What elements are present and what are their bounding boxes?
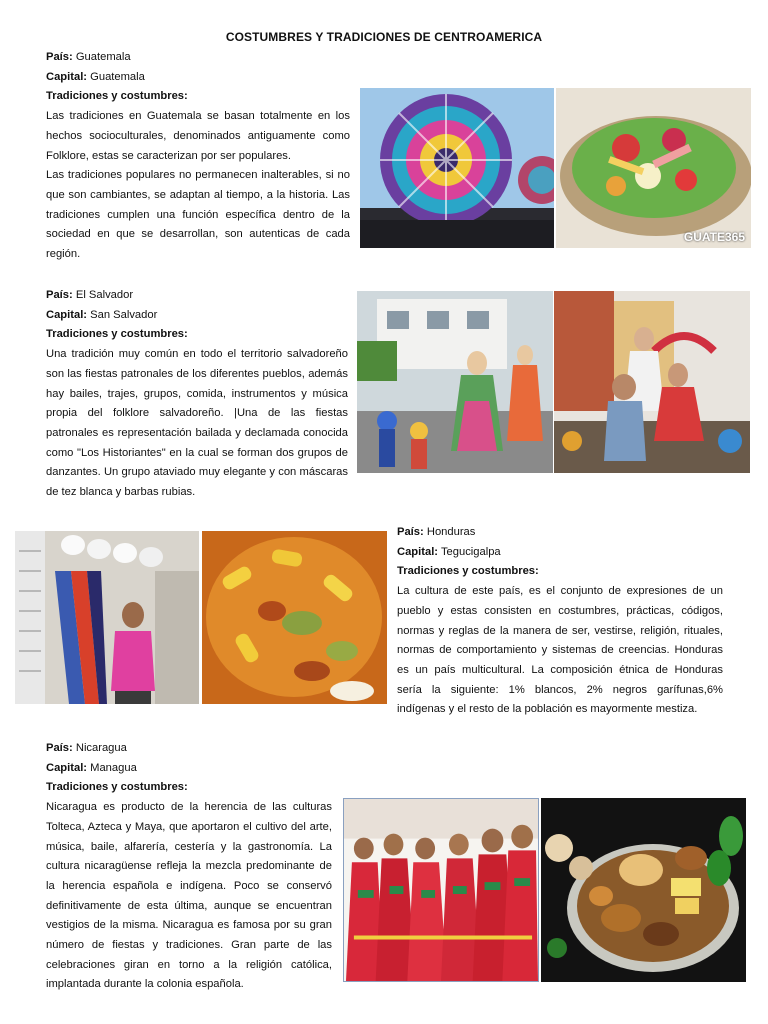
hammock-market-photo-icon: [15, 531, 199, 704]
brand-watermark: GUATE365: [683, 230, 745, 244]
street-parade-photo-icon: [357, 291, 553, 473]
paragraph: Nicaragua es producto de la herencia de las culturas Tolteca, Azteca y Maya, que aportaron el cultivo del arte, música, baile, alfarería, cestería y la gastronomía. La cultura nicaragüense refleja la mezcla predominante de la herencia española e indígena. Poco se conservó definitivamente de esta última, aunque se encuentran vestigios de la misma. Nicaragua es famosa por su gran número de fiestas y tradiciones. Gran parte de las celebraciones giran en torno a la religión católica, implantada durante la colonia española.: [46, 801, 332, 991]
section-nicaragua: [46, 739, 332, 995]
country-name: Guatemala: [75, 51, 131, 63]
paragraph: Las tradiciones populares no permanecen inalterables, si no que son cambiantes, se adaptan al tiempo, a la historia. Las tradiciones cumplen una función específica dentro de la sociedad en que se desarrollan, son autenticas de cada región.: [46, 169, 350, 261]
capital-line: Capital: Managua: [46, 761, 137, 774]
paragraph: Las tradiciones en Guatemala se basan totalmente en los hechos socioculturales, denominados antiguamente como Folklore, estas se caracterizan por ser populares.: [46, 110, 350, 162]
fiambre-dish-photo-icon: [556, 88, 751, 248]
festival-dancers-photo-icon: [554, 291, 750, 473]
sopa-caracol-photo-icon: [202, 531, 387, 704]
giant-kite-photo-icon: [360, 88, 554, 248]
country-name: Honduras: [426, 526, 476, 538]
capital-line: Capital: Tegucigalpa: [397, 545, 501, 558]
paragraph: La cultura de este país, es el conjunto de expresiones de un pueblo y estas consisten en costumbres, prácticas, códigos, normas y reglas de la manera de ser, vestirse, religión, rituales, normas de comportamiento y sistemas de creencias. Honduras es un país multicultural. La composición étnica de Honduras sería la siguiente: 1% blancos, 2% negros garífunas,6% indígenas y el resto de la población es mayormente mestiza.: [397, 585, 723, 716]
traditions-heading: Tradiciones y costumbres:: [46, 90, 188, 103]
country-name: Nicaragua: [75, 742, 127, 754]
paragraph: Una tradición muy común en todo el territorio salvadoreño son las fiestas patronales de los diferentes pueblos, además hay bailes, trajes, grupos, comida, instrumentos y música propia del folklore salvadoreño. |Una de las fiestas patronales es representación bailada y declamada conocida como "Los Historiantes" en la cual se forman dos grupos de danzantes. Un grupo ataviado muy elegante y con máscaras de tez blanca y barbas rubias.: [46, 348, 348, 499]
typical-food-platter-photo-icon: [541, 798, 746, 982]
country-name: El Salvador: [75, 289, 134, 301]
capital-name: San Salvador: [90, 308, 158, 321]
country-line: País: Honduras: [397, 526, 476, 538]
section-honduras: [397, 523, 723, 720]
section-guatemala: [46, 48, 350, 265]
capital-name: Managua: [90, 761, 137, 774]
traditions-heading: Tradiciones y costumbres:: [397, 565, 539, 578]
country-line: País: Nicaragua: [46, 742, 127, 754]
capital-line: Capital: Guatemala: [46, 70, 145, 83]
folk-dancers-photo-icon: [343, 798, 539, 982]
traditions-heading: Tradiciones y costumbres:: [46, 328, 188, 341]
country-line: País: Guatemala: [46, 51, 131, 63]
capital-name: Tegucigalpa: [440, 545, 501, 558]
traditions-heading: Tradiciones y costumbres:: [46, 781, 188, 794]
page-title: COSTUMBRES Y TRADICIONES DE CENTROAMERICA: [225, 30, 543, 44]
section-el-salvador: [46, 286, 348, 503]
country-line: País: El Salvador: [46, 289, 134, 301]
capital-line: Capital: San Salvador: [46, 308, 158, 321]
capital-name: Guatemala: [90, 70, 145, 83]
